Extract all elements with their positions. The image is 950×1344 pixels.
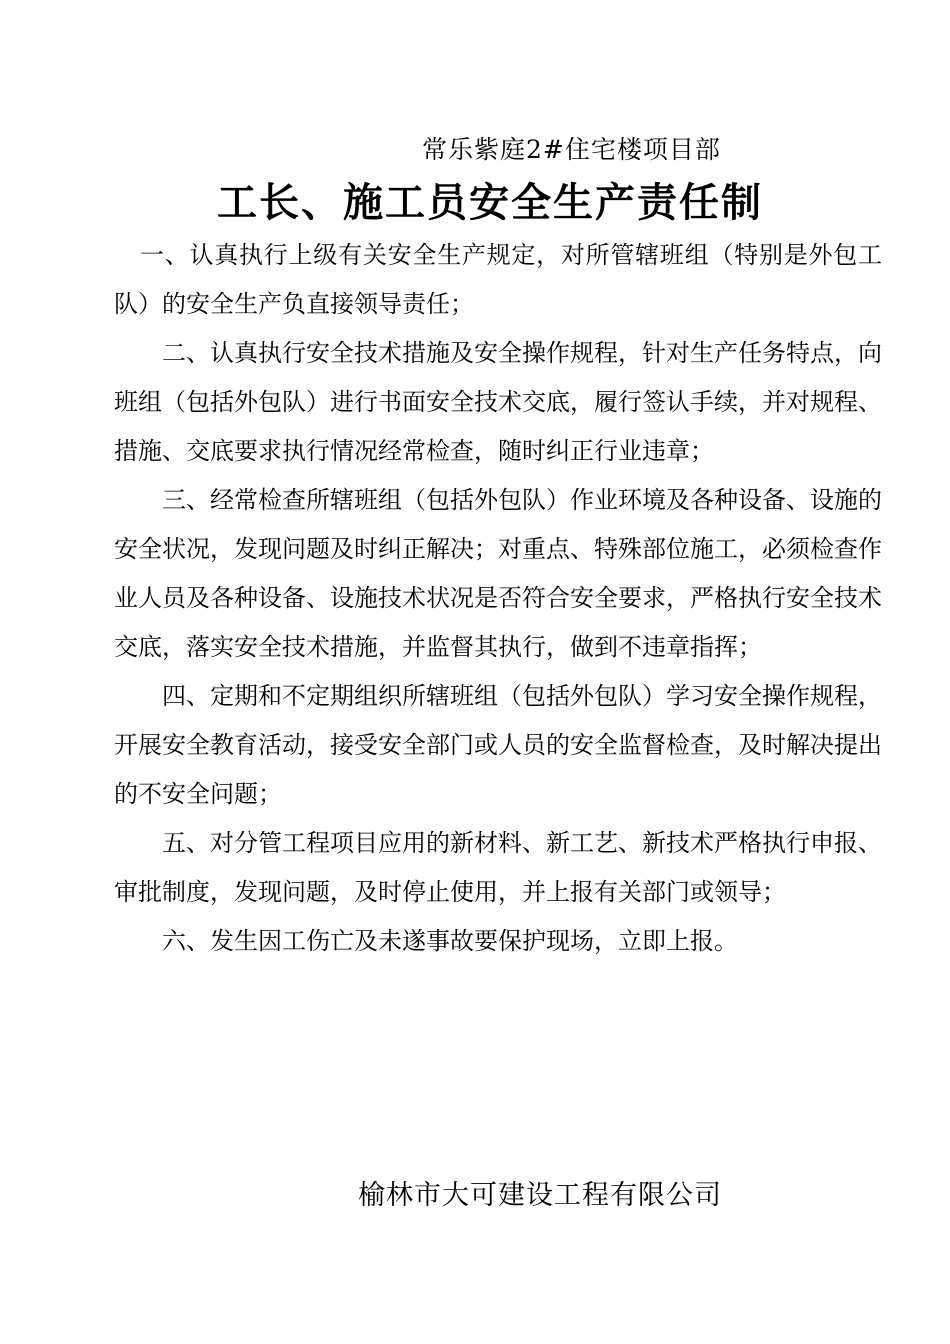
paragraph-2: 二、认真执行安全技术措施及安全操作规程，针对生产任务特点，向班组（包括外包队）进行书面安全技术交底，履行签认手续，并对规程、措施、交底要求执行情况经常检查，随时纠正行业违章； — [114, 339, 882, 465]
document-body — [114, 231, 882, 966]
paragraph-3: 三、经常检查所辖班组（包括外包队）作业环境及各种设备、设施的安全状况，发现问题及时纠正解决；对重点、特殊部位施工，必须检查作业人员及各种设备、设施技术状况是否符合安全要求，严格执行安全技术交底，落实安全技术措施，并监督其执行，做到不违章指挥； — [114, 486, 882, 661]
company-signature: 榆林市大可建设工程有限公司 — [358, 1180, 722, 1211]
document-title: 工长、施工员安全生产责任制 — [217, 179, 763, 226]
paragraph-4: 四、定期和不定期组织所辖班组（包括外包队）学习安全操作规程，开展安全教育活动，接受安全部门或人员的安全监督检查，及时解决提出的不安全问题； — [114, 682, 882, 808]
paragraph-6: 六、发生因工伤亡及未遂事故要保护现场，立即上报。 — [162, 927, 738, 955]
paragraph-1: 一、认真执行上级有关安全生产规定，对所管辖班组（特别是外包工队）的安全生产负直接领导责任； — [114, 241, 882, 318]
project-department-subtitle: 常乐紫庭2#住宅楼项目部 — [422, 135, 721, 164]
paragraph-5: 五、对分管工程项目应用的新材料、新工艺、新技术严格执行申报、审批制度，发现问题，及时停止使用，并上报有关部门或领导； — [114, 829, 882, 906]
